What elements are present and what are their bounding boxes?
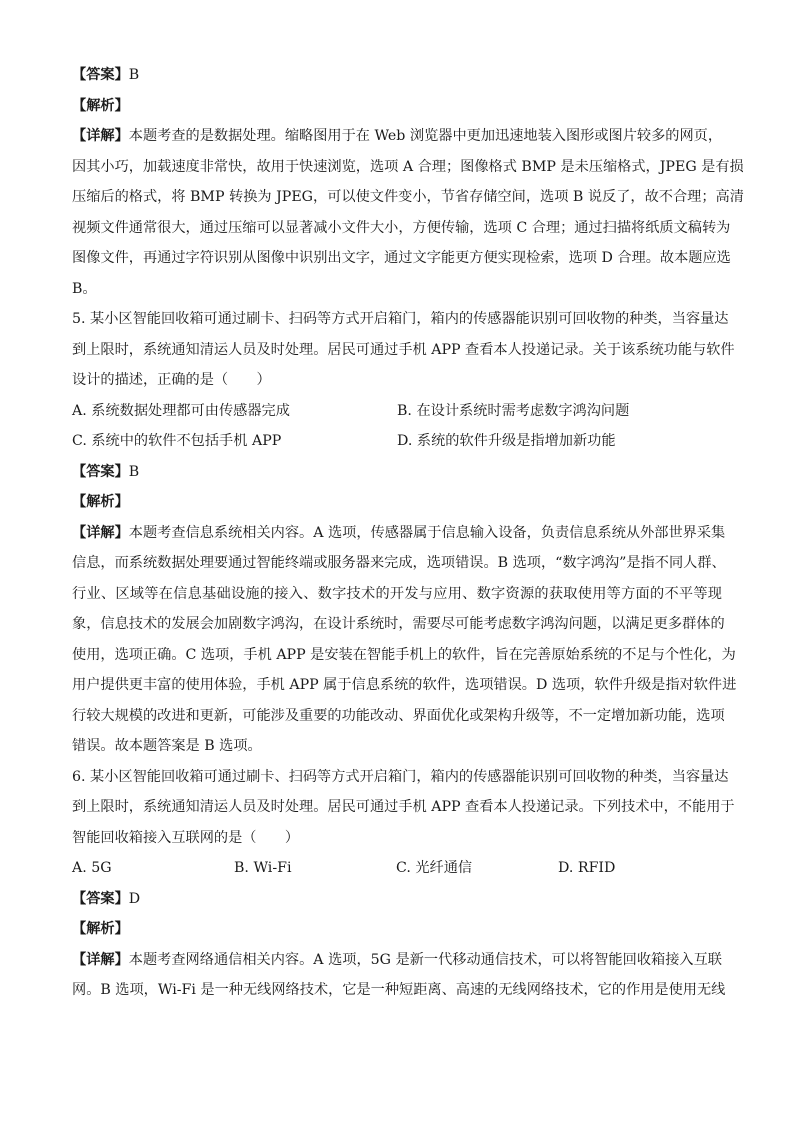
option-c: C. 光纤通信 (396, 860, 473, 876)
question-6 (72, 762, 735, 854)
option-d: D. RFID (558, 860, 616, 876)
question-5 (72, 304, 735, 396)
analysis-row-q5: 【解析】 (72, 494, 129, 510)
explanation-line: 使用，选项正确。C 选项，手机 APP 是安装在智能手机上的软件，旨在完善原始系统的不足与个性化，为 (72, 646, 736, 663)
option-b: B. 在设计系统时需考虑数字鸿沟问题 (397, 402, 630, 419)
question-line: 设计的描述，正确的是（ ） (72, 372, 271, 388)
question-line: 到上限时，系统通知清运人员及时处理。居民可通过手机 APP 查看本人投递记录。关于该系统功能与软件 (72, 341, 735, 358)
explanation-line: 行业、区域等在信息基础设施的接入、数字技术的开发与应用、数字资源的获取使用等方面的不平等现 (72, 585, 722, 602)
explanation-line: 【详解】本题考查网络通信相关内容。A 选项，5G 是新一代移动通信技术，可以将智能回收箱接入互联 (72, 951, 722, 968)
option-c: C. 系统中的软件不包括手机 APP (72, 433, 282, 449)
question-line: 5. 某小区智能回收箱可通过刷卡、扫码等方式开启箱门，箱内的传感器能识别可回收物的种类，当容量达 (72, 311, 729, 327)
analysis-label: 解析 (86, 494, 115, 510)
analysis-row-q6: 【解析】 (72, 921, 129, 937)
answer-row-q5 (72, 457, 722, 488)
explanation-line: 压缩后的格式，将 BMP 转换为 JPEG，可以使文件变小，节省存储空间，选项 B 说反了，故不合理；高清 (72, 189, 744, 205)
explanation-line: 视频文件通常很大，通过压缩可以显著减小文件大小，方便传输，选项 C 合理；通过扫描将纸质文稿转为 (72, 219, 731, 236)
option-b: B. Wi-Fi (234, 860, 292, 876)
explanation-line: 网。B 选项，Wi-Fi 是一种无线网络技术，它是一种短距离、高速的无线网络技术，它的作用是使用无线 (72, 982, 726, 998)
explanation-line: 信息，而系统数据处理要通过智能终端或服务器来完成，选项错误。B 选项，“数字鸿沟”是指不同人群、 (72, 555, 726, 571)
explanation-q6 (72, 945, 726, 1006)
question-line: 智能回收箱接入互联网的是（ ） (72, 829, 300, 846)
detail-label: 【详解】 (72, 524, 129, 541)
document-page (72, 60, 744, 1006)
answer-row-q6 (72, 884, 722, 915)
answer-label: 【答案】 (72, 463, 129, 480)
answer-value: B (128, 67, 140, 83)
explanation-line: B。 (72, 280, 97, 297)
option-a: A. 5G (72, 860, 112, 876)
answer-label: 【答案】 (72, 67, 129, 83)
explanation-q5 (72, 518, 737, 762)
answer-label: 【答案】 (72, 890, 129, 907)
explanation-line: 因其小巧，加载速度非常快，故用于快速浏览，选项 A 合理；图像格式 BMP 是未压缩格式，JPEG 是有损 (72, 158, 744, 175)
question-line: 到上限时，系统通知清运人员及时处理。居民可通过手机 APP 查看本人投递记录。下列技术中，不能用于 (72, 799, 735, 815)
detail-label: 【详解】 (72, 951, 129, 968)
explanation-line: 图像文件，再通过字符识别从图像中识别出文字，通过文字能更方便实现检索，选项 D 合理。故本题应选 (72, 250, 731, 266)
options-row-cd (72, 426, 722, 457)
option-d: D. 系统的软件升级是指增加新功能 (397, 433, 616, 449)
explanation-line: 错误。故本题答案是 B 选项。 (72, 738, 262, 754)
explanation-line: 用户提供更丰富的使用体验，手机 APP 属于信息系统的软件，选项错误。D 选项，软件升级是指对软件进 (72, 677, 737, 693)
analysis-row-q4: 【解析】 (72, 97, 129, 114)
answer-row-q4 (72, 60, 722, 91)
analysis-label: 解析 (86, 97, 115, 114)
explanation-q4 (72, 121, 744, 304)
explanation-line: 行较大规模的改进和更新，可能涉及重要的功能改动、界面优化或架构升级等，不一定增加新功能，选项 (72, 707, 725, 724)
explanation-line: 象，信息技术的发展会加剧数字鸿沟，在设计系统时，需要尽可能考虑数字鸿沟问题，以满足更多群体的 (72, 616, 725, 632)
answer-value: B (128, 463, 140, 480)
analysis-label: 解析 (86, 921, 115, 937)
explanation-line: 【详解】本题考查的是数据处理。缩略图用于在 Web 浏览器中更加迅速地装入图形或图片较多的网页， (72, 128, 723, 144)
options-row-ab (72, 396, 722, 427)
answer-value: D (128, 890, 141, 907)
question-line: 6. 某小区智能回收箱可通过刷卡、扫码等方式开启箱门，箱内的传感器能识别可回收物的种类，当容量达 (72, 768, 729, 785)
option-a: A. 系统数据处理都可由传感器完成 (72, 402, 290, 419)
explanation-line: 【详解】本题考查信息系统相关内容。A 选项，传感器属于信息输入设备，负责信息系统从外部世界采集 (72, 524, 726, 541)
detail-label: 【详解】 (72, 128, 129, 144)
options-row-abcd (72, 853, 722, 884)
